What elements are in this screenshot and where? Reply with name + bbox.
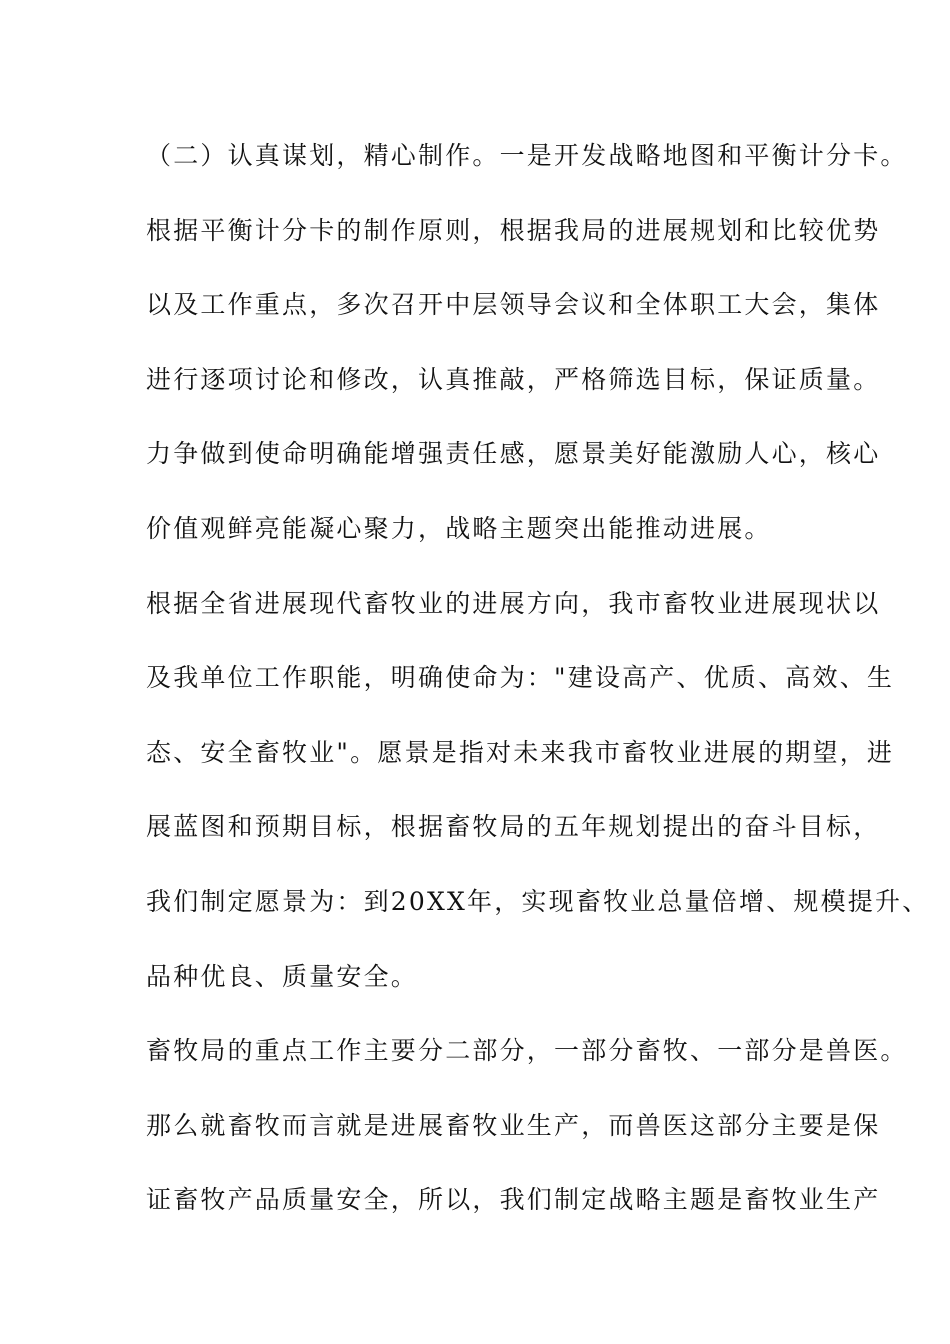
text-line: 那么就畜牧而言就是进展畜牧业生产，而兽医这部分主要是保	[146, 1110, 881, 1140]
text-line: 展蓝图和预期目标，根据畜牧局的五年规划提出的奋斗目标，	[146, 812, 881, 842]
text-line: 态、安全畜牧业"。愿景是指对未来我市畜牧业进展的期望，进	[146, 737, 895, 767]
text-line: 以及工作重点，多次召开中层领导会议和全体职工大会，集体	[146, 290, 881, 320]
text-line: （二）认真谋划，精心制作。一是开发战略地图和平衡计分卡。	[146, 141, 908, 170]
text-line: 我们制定愿景为：到20XX年，实现畜牧业总量倍增、规模提升、	[146, 886, 930, 916]
text-line: 价值观鲜亮能凝心聚力，战略主题突出能推动进展。	[146, 513, 772, 543]
text-line: 力争做到使命明确能增强责任感，愿景美好能激励人心，核心	[146, 439, 881, 469]
text-line: 进行逐项讨论和修改，认真推敲，严格筛选目标，保证质量。	[146, 364, 881, 394]
text-line: 及我单位工作职能，明确使命为："建设高产、优质、高效、生	[146, 663, 895, 693]
text-line: 畜牧局的重点工作主要分二部分，一部分畜牧、一部分是兽医。	[146, 1036, 908, 1066]
text-line: 证畜牧产品质量安全，所以，我们制定战略主题是畜牧业生产	[146, 1185, 881, 1215]
text-line: 根据平衡计分卡的制作原则，根据我局的进展规划和比较优势	[146, 215, 881, 245]
text-line: 根据全省进展现代畜牧业的进展方向，我市畜牧业进展现状以	[146, 588, 881, 618]
text-line: 品种优良、质量安全。	[146, 961, 419, 991]
document-body	[146, 136, 930, 1255]
